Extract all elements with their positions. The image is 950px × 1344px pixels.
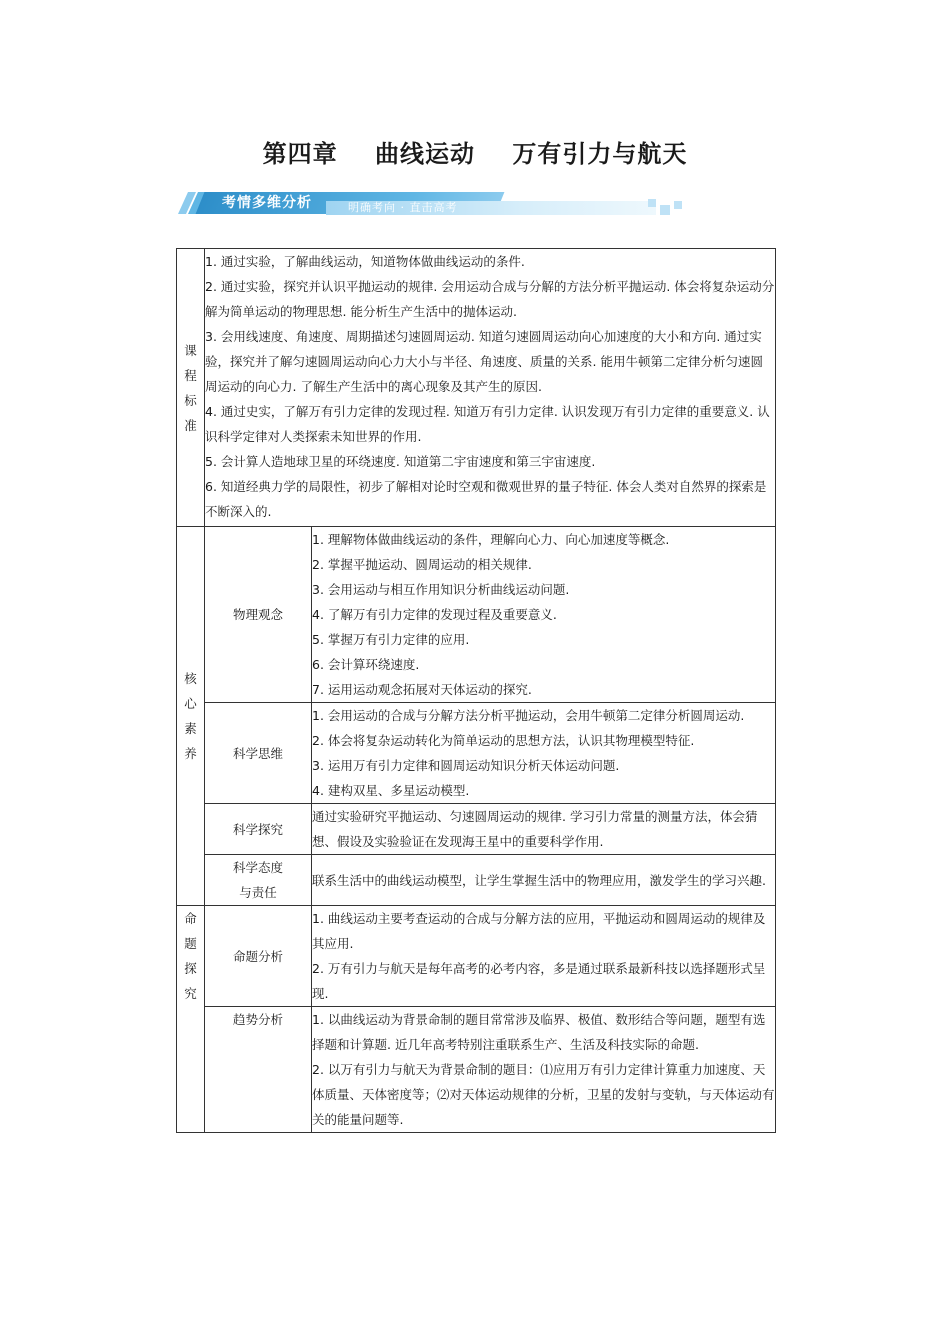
section-banner [178,189,690,219]
scientific-inquiry-label: 科学探究 [205,804,312,855]
chapter-topic-1: 曲线运动 [375,139,475,168]
chapter-topic-2: 万有引力与航天 [512,139,688,168]
scientific-inquiry-content [312,804,776,855]
scientific-thinking-label: 科学思维 [205,703,312,804]
curriculum-table [176,248,776,1133]
list-item: 3. 会用运动与相互作用知识分析曲线运动问题. [312,582,570,597]
list-item: 2. 以万有引力与航天为背景命制的题目：⑴应用万有引力定律计算重力加速度、天体质量、天体密度等；⑵对天体运动规律的分析，卫星的发射与变轨，与天体运动有关的能量问题等. [312,1062,775,1127]
list-item: 4. 了解万有引力定律的发现过程及重要意义. [312,607,557,622]
list-item: 通过实验研究平抛运动、匀速圆周运动的规律. 学习引力常量的测量方法，体会猜想、假设及实验验证在发现海王星中的重要科学作用. [312,809,758,849]
banner-square-1 [648,199,656,207]
list-item: 1. 通过实验，了解曲线运动，知道物体做曲线运动的条件. [205,254,525,269]
list-item: 2. 通过实验，探究并认识平抛运动的规律. 会用运动合成与分解的方法分析平抛运动. 体会将复杂运动分解为简单运动的物理思想. 能分析生产生活中的抛体运动. [205,279,775,319]
list-item: 3. 运用万有引力定律和圆周运动知识分析天体运动问题. [312,758,620,773]
attitude-responsibility-label: 科学态度 与责任 [205,855,312,906]
list-item: 1. 会用运动的合成与分解方法分析平抛运动，会用牛顿第二定律分析圆周运动. [312,708,745,723]
exam-row-analysis [177,906,776,1007]
list-item: 4. 建构双星、多星运动模型. [312,783,470,798]
list-item: 3. 会用线速度、角速度、周期描述匀速圆周运动. 知道匀速圆周运动向心加速度的大小和方向. 通过实验，探究并了解匀速圆周运动向心力大小与半径、角速度、质量的关系. 能用牛顿第二定律分析匀速圆周运动的向心力. 了解生产生活中的离心现象及其产生的原因. [205,329,763,394]
banner-main-text: 考情多维分析 [222,195,312,211]
banner-sub-text: 明确考向 · 直击高考 [348,201,458,214]
list-item: 联系生活中的曲线运动模型，让学生掌握生活中的物理应用，激发学生的学习兴趣. [312,872,766,888]
list-item: 6. 会计算环绕速度. [312,657,420,672]
curriculum-standard-content [205,249,776,527]
core-literacy-row-thinking [177,703,776,804]
banner-square-3 [674,201,682,209]
core-literacy-row-inquiry [177,804,776,855]
exam-row-trend [177,1007,776,1133]
exam-exploration-label: 命 题 探 究 [177,906,205,1133]
list-item: 1. 以曲线运动为背景命制的题目常常涉及临界、极值、数形结合等问题，题型有选择题和计算题. 近几年高考特别注重联系生产、生活及科技实际的命题. [312,1012,766,1052]
core-literacy-row-attitude [177,855,776,906]
exam-analysis-label: 命题分析 [205,906,312,1007]
list-item: 6. 知道经典力学的局限性，初步了解相对论时空观和微观世界的量子特征. 体会人类对自然界的探索是不断深入的. [205,479,767,519]
list-item: 2. 体会将复杂运动转化为简单运动的思想方法，认识其物理模型特征. [312,733,695,748]
list-item: 5. 掌握万有引力定律的应用. [312,632,470,647]
core-literacy-row-physics [177,527,776,703]
attitude-responsibility-content [312,855,776,906]
list-item: 2. 万有引力与航天是每年高考的必考内容，多是通过联系最新科技以选择题形式呈现. [312,961,766,1001]
list-item: 4. 通过史实，了解万有引力定律的发现过程. 知道万有引力定律. 认识发现万有引力定律的重要意义. 认识科学定律对人类探索未知世界的作用. [205,404,770,444]
physics-concept-label: 物理观念 [205,527,312,703]
list-item: 1. 曲线运动主要考查运动的合成与分解方法的应用，平抛运动和圆周运动的规律及其应用. [312,911,766,951]
core-literacy-label: 核 心 素 养 [177,527,205,906]
curriculum-standard-row [177,249,776,527]
curriculum-standard-label: 课 程 标 准 [177,249,205,527]
banner-square-2 [660,205,670,215]
chapter-number: 第四章 [262,139,338,168]
scientific-thinking-content [312,703,776,804]
list-item: 1. 理解物体做曲线运动的条件，理解向心力、向心加速度等概念. [312,532,670,547]
trend-analysis-content [312,1007,776,1133]
physics-concept-content [312,527,776,703]
exam-analysis-content [312,906,776,1007]
trend-analysis-label: 趋势分析 [205,1007,312,1133]
page-title [0,134,950,169]
list-item: 2. 掌握平抛运动、圆周运动的相关规律. [312,557,532,572]
list-item: 5. 会计算人造地球卫星的环绕速度. 知道第二宇宙速度和第三宇宙速度. [205,454,596,469]
list-item: 7. 运用运动观念拓展对天体运动的探究. [312,682,532,697]
